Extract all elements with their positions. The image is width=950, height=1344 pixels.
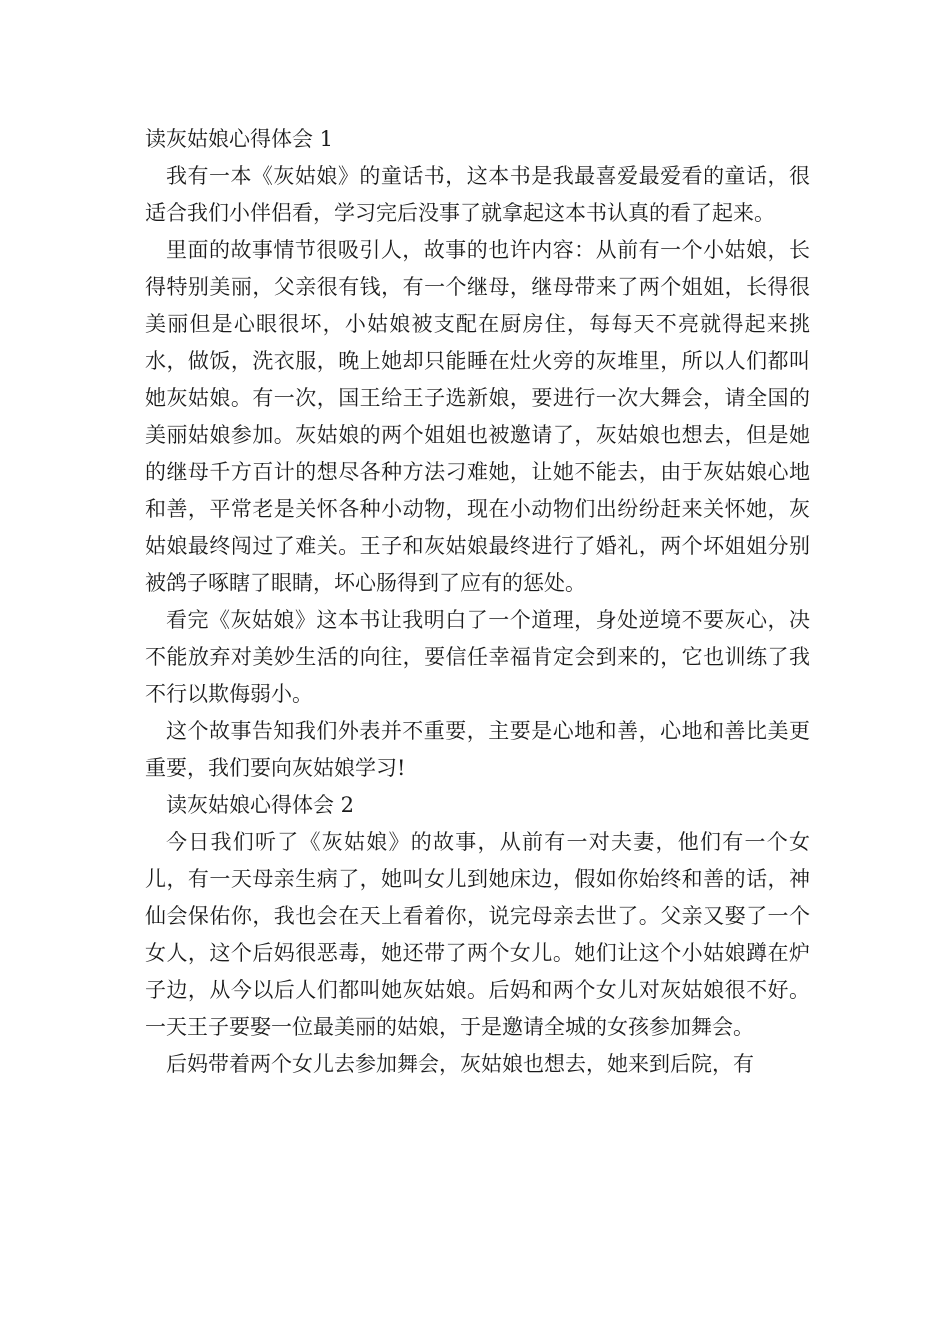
section-2-paragraph-1: 今日我们听了《灰姑娘》的故事，从前有一对夫妻，他们有一个女儿，有一天母亲生病了，她叫女儿到她床边，假如你始终和善的话，神仙会保佑你，我也会在天上看着你，说完母亲去世了。父亲又娶了一个女人，这个后妈很恶毒，她还带了两个女儿。她们让这个小姑娘蹲在炉子边，从今以后人们都叫她灰姑娘。后妈和两个女儿对灰姑娘很不好。一天王子要娶一位最美丽的姑娘，于是邀请全城的女孩参加舞会。 (145, 830, 810, 1039)
section-1-paragraph-4: 这个故事告知我们外表并不重要，主要是心地和善，心地和善比美更重要，我们要向灰姑娘学习! (145, 719, 810, 780)
section-1-paragraph-2: 里面的故事情节很吸引人，故事的也许内容：从前有一个小姑娘，长得特别美丽，父亲很有钱，有一个继母，继母带来了两个姐姐，长得很美丽但是心眼很坏，小姑娘被支配在厨房住，每每天不亮就得起来挑水，做饭，洗衣服，晚上她却只能睡在灶火旁的灰堆里，所以人们都叫她灰姑娘。有一次，国王给王子选新娘，要进行一次大舞会，请全国的美丽姑娘参加。灰姑娘的两个姐姐也被邀请了，灰姑娘也想去，但是她的继母千方百计的想尽各种方法刁难她，让她不能去，由于灰姑娘心地和善，平常老是关怀各种小动物，现在小动物们出纷纷赶来关怀她，灰姑娘最终闯过了难关。王子和灰姑娘最终进行了婚礼，两个坏姐姐分别被鸽子啄瞎了眼睛，坏心肠得到了应有的惩处。 (145, 238, 810, 595)
section-2-paragraph-2: 后妈带着两个女儿去参加舞会，灰姑娘也想去，她来到后院，有 (166, 1052, 754, 1076)
section-1-paragraph-1: 我有一本《灰姑娘》的童话书，这本书是我最喜爱最爱看的童话，很适合我们小伴侣看，学习完后没事了就拿起这本书认真的看了起来。 (145, 164, 810, 225)
document-body (145, 121, 810, 1083)
section-2-title: 读灰姑娘心得体会 2 (166, 793, 355, 817)
section-1-title: 读灰姑娘心得体会 1 (145, 127, 334, 151)
section-1-paragraph-3: 看完《灰姑娘》这本书让我明白了一个道理，身处逆境不要灰心，决不能放弃对美妙生活的向往，要信任幸福肯定会到来的，它也训练了我不行以欺侮弱小。 (145, 608, 810, 706)
